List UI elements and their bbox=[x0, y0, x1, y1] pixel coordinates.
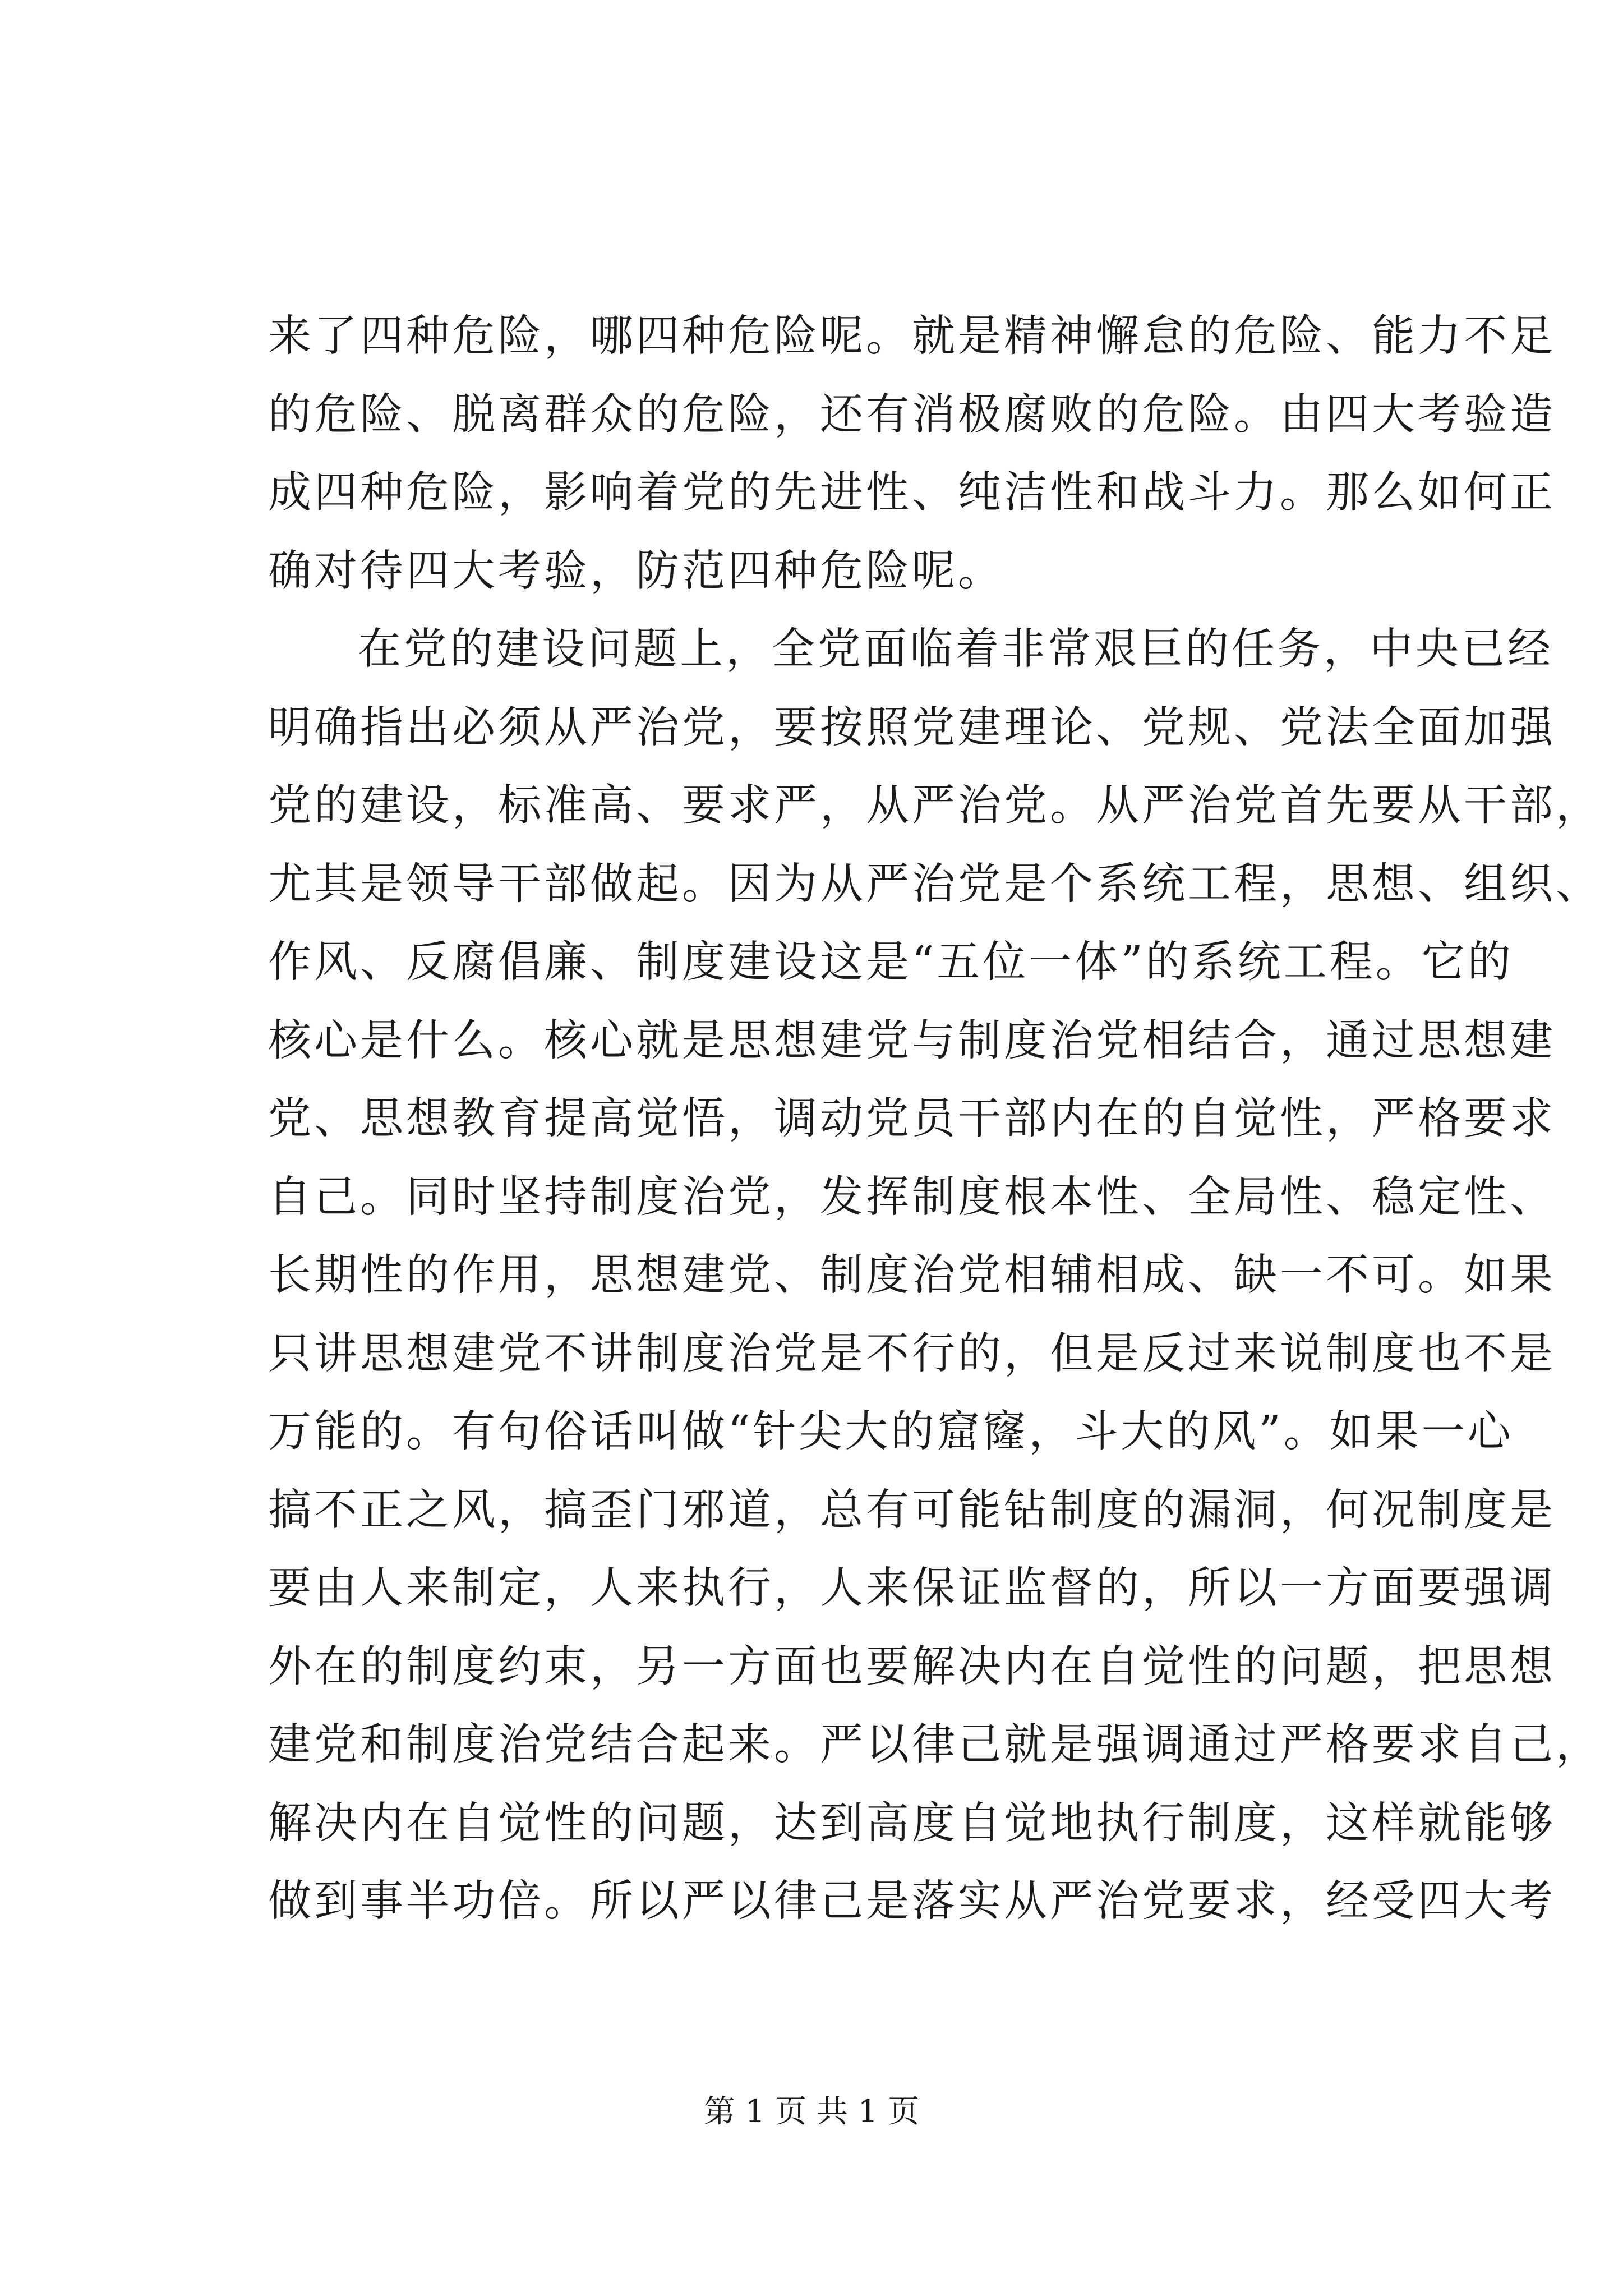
text-line: 搞不正之风，搞歪门邪道，总有可能钻制度的漏洞，何况制度是 bbox=[268, 1485, 1556, 1535]
text-line: 成四种危险，影响着党的先进性、纯洁性和战斗力。那么如何正 bbox=[268, 468, 1556, 518]
text-line: 要由人来制定，人来执行，人来保证监督的，所以一方面要强调 bbox=[268, 1563, 1556, 1613]
text-line: 万能的。有句俗话叫做“针尖大的窟窿，斗大的风”。如果一心 bbox=[268, 1407, 1514, 1457]
text-line: 做到事半功倍。所以严以律己是落实从严治党要求，经受四大考 bbox=[268, 1876, 1556, 1926]
text-line: 只讲思想建党不讲制度治党是不行的，但是反过来说制度也不是 bbox=[268, 1328, 1556, 1379]
text-line: 外在的制度约束，另一方面也要解决内在自觉性的问题，把思想 bbox=[268, 1641, 1556, 1692]
text-line: 自己。同时坚持制度治党，发挥制度根本性、全局性、稳定性、 bbox=[268, 1172, 1556, 1222]
document-body bbox=[268, 297, 1602, 1941]
text-line: 确对待四大考验，防范四种危险呢。 bbox=[268, 546, 1004, 596]
text-line: 党、思想教育提高觉悟，调动党员干部内在的自觉性，严格要求 bbox=[268, 1094, 1556, 1144]
text-line: 核心是什么。核心就是思想建党与制度治党相结合，通过思想建 bbox=[268, 1015, 1556, 1066]
text-line: 的危险、脱离群众的危险，还有消极腐败的危险。由四大考验造 bbox=[268, 389, 1556, 440]
text-line: 作风、反腐倡廉、制度建设这是“五位一体”的系统工程。它的 bbox=[268, 937, 1514, 987]
text-line: 明确指出必须从严治党，要按照党建理论、党规、党法全面加强 bbox=[268, 702, 1556, 753]
text-line: 尤其是领导干部做起。因为从严治党是个系统工程，思想、组织、 bbox=[268, 859, 1602, 909]
page-number-label: 第 1 页 共 1 页 bbox=[703, 2093, 920, 2130]
text-line: 长期性的作用，思想建党、制度治党相辅相成、缺一不可。如果 bbox=[268, 1250, 1556, 1300]
text-line: 建党和制度治党结合起来。严以律己就是强调通过严格要求自己， bbox=[268, 1720, 1602, 1770]
text-line: 解决内在自觉性的问题，达到高度自觉地执行制度，这样就能够 bbox=[268, 1798, 1556, 1848]
text-line: 党的建设，标准高、要求严，从严治党。从严治党首先要从干部， bbox=[268, 781, 1602, 831]
text-line: 来了四种危险，哪四种危险呢。就是精神懈怠的危险、能力不足 bbox=[268, 311, 1556, 361]
text-line: 在党的建设问题上，全党面临着非常艰巨的任务，中央已经 bbox=[358, 624, 1553, 674]
page-footer bbox=[0, 2087, 1623, 2132]
